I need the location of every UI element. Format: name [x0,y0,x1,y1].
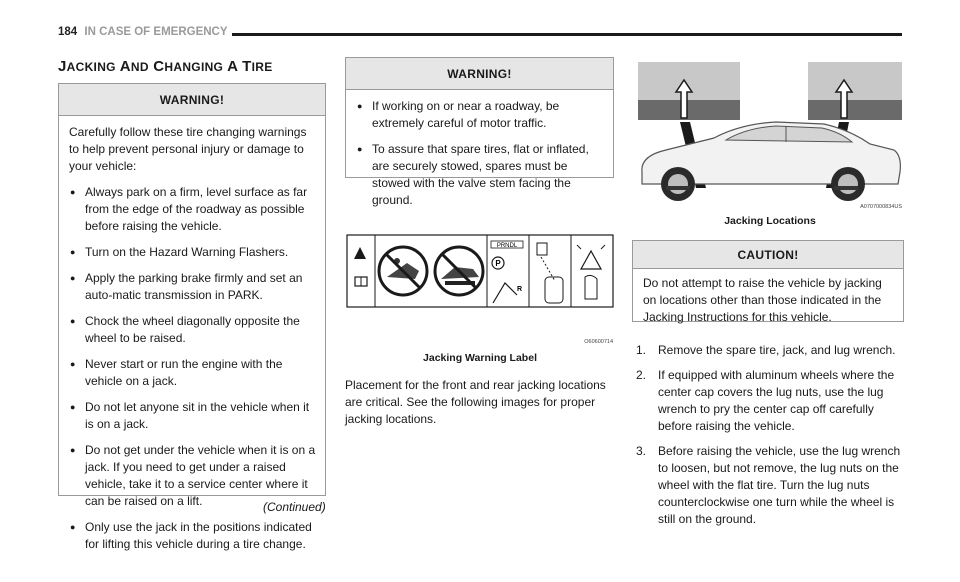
warning-item: ● Do not get under the vehicle when it is on a jack. If you need to get under a raised vehicle, take it to a service center where it can be raised on a lift. [69,442,317,510]
step-item: 3. Before raising the vehicle, use the lug wrench to loosen, but not remove, the lug nuts on the wheel with the flat tire. Turn the lug nuts counterclockwise one turn while the wheel is still on the ground. [636,444,901,526]
park-symbol: P [495,259,501,268]
section-title: IN CASE OF EMERGENCY [84,26,228,38]
instruction-steps [636,342,908,536]
caution-text: Do not attempt to raise the vehicle by jacking on locations other than those indicated in the Jacking Instructions for this vehicle. [643,276,882,324]
warning-heading: WARNING! [346,58,613,90]
warning-intro: Carefully follow these tire changing warnings to help prevent personal injury or damage to your vehicle: [69,125,307,173]
continued-note: (Continued) [263,500,326,514]
reverse-symbol: R [517,286,523,293]
header-rule [232,33,902,36]
figure-caption: Jacking Warning Label [423,352,537,364]
warning-item: ● To assure that spare tires, flat or inflated, are securely stowed, spares must be stowed with the valve stem facing the ground. [356,141,605,209]
warning-item: ● Only use the jack in the positions indicated for lifting this vehicle during a tire change. [69,519,317,553]
figure-code: O60600714 [584,339,613,345]
warning-item: ● Apply the parking brake firmly and set an auto-matic transmission in PARK. [69,270,317,304]
caution-box [632,240,904,322]
warning-heading: WARNING! [59,84,325,116]
step-item: 1. Remove the spare tire, jack, and lug wrench. [636,343,896,357]
warning-item: ● Always park on a firm, level surface as far from the edge of the roadway as possible before raising the vehicle. [69,184,317,235]
warning-label-illustration [345,233,615,351]
figure-caption: Jacking Locations [724,215,816,227]
warning-list [69,184,317,553]
jacking-warning-label-figure [345,233,615,351]
warning-item: ● Turn on the Hazard Warning Flashers. [69,244,317,261]
warning-box-middle [345,57,614,207]
step-item: 2. If equipped with aluminum wheels where the center cap covers the lug nuts, use the lug wrench to pry the center cap off carefully before raising the vehicle. [636,368,895,433]
placement-paragraph: Placement for the front and rear jacking locations are critical. See the following images for proper jacking locations. [345,378,606,426]
page-number: 184 [58,26,78,38]
warning-item: ● Chock the wheel diagonally opposite the wheel to be raised. [69,313,317,347]
warning-list [356,98,605,209]
page-title: JACKING AND CHANGING A TIRE [58,58,273,75]
warning-item: ● Do not let anyone sit in the vehicle when it is on a jack. [69,399,317,433]
warning-item: ● Never start or run the engine with the vehicle on a jack. [69,356,317,390]
warning-item: ● If working on or near a roadway, be extremely careful of motor traffic. [356,98,605,132]
caution-heading: CAUTION! [633,241,903,269]
figure-code: A0707000834US [860,204,902,210]
page-header [58,26,228,38]
car-jacking-illustration [636,60,904,210]
prndl-label: PRNDL [496,243,518,249]
jacking-locations-figure [636,60,904,210]
